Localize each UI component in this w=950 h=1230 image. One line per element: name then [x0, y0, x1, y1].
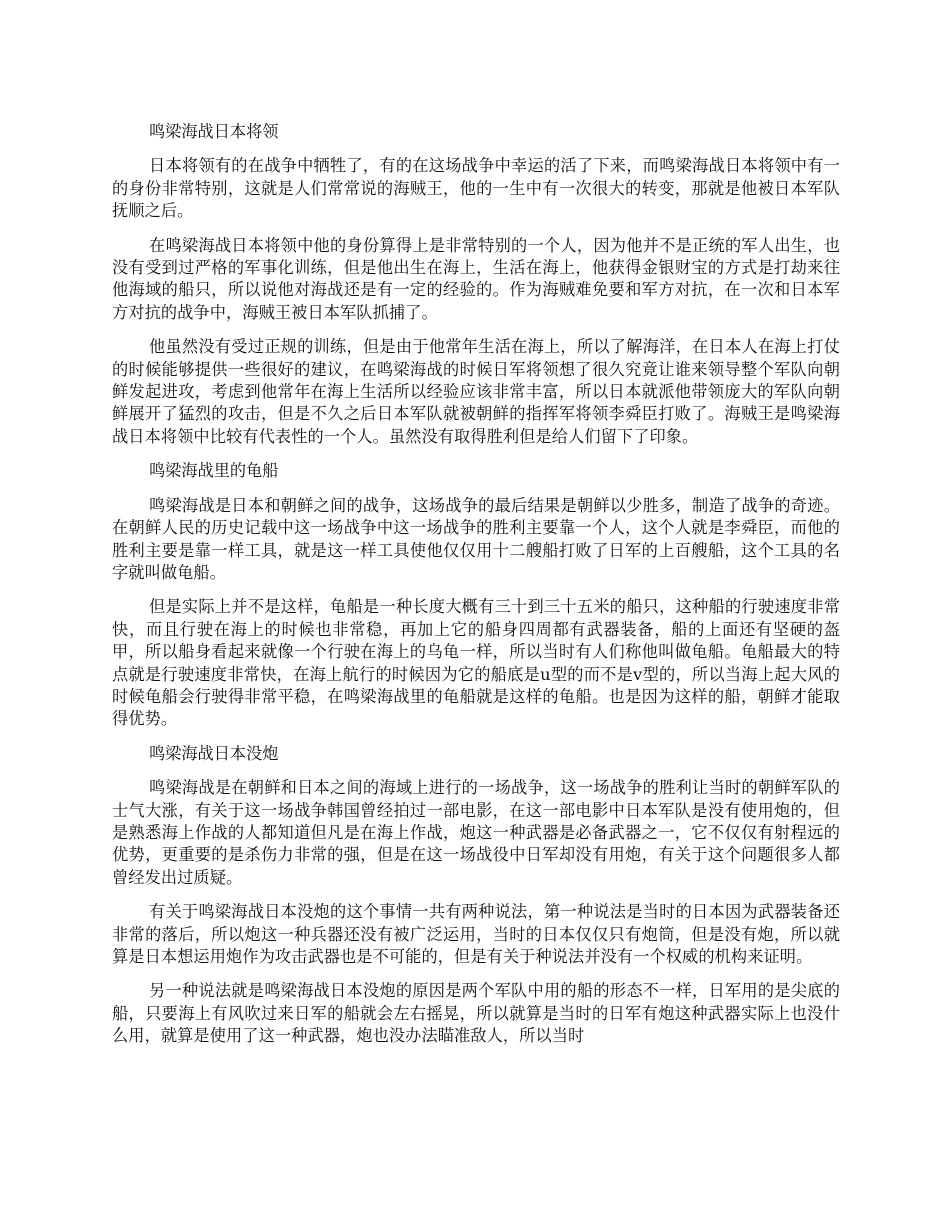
paragraph: 鸣梁海战是日本和朝鲜之间的战争，这场战争的最后结果是朝鲜以少胜多，制造了战争的奇迹。在朝鲜人民的历史记载中这一场战争中这一场战争的胜利主要靠一个人，这个人就是李舜臣，而他的胜利主要是靠一样工具，就是这一样工具使他仅仅用十二艘船打败了日军的上百艘船，这个工具的名字就叫做龟船。	[112, 495, 840, 582]
document-body	[112, 121, 840, 1060]
paragraph: 他虽然没有受过正规的训练，但是由于他常年生活在海上，所以了解海洋，在日本人在海上打仗的时候能够提供一些很好的建议，在鸣梁海战的时候日军将领想了很久究竟让谁来领导整个军队向朝鲜发起进攻，考虑到他常年在海上生活所以经验应该非常丰富，所以日本就派他带领庞大的军队向朝鲜展开了猛烈的攻击，但是不久之后日本军队就被朝鲜的指挥军将领李舜臣打败了。海贼王是鸣梁海战日本将领中比较有代表性的一个人。虽然没有取得胜利但是给人们留下了印象。	[112, 337, 840, 446]
section-no-cannon	[112, 743, 840, 1048]
paragraph: 另一种说法就是鸣梁海战日本没炮的原因是两个军队中用的船的形态不一样，日军用的是尖底的船，只要海上有风吹过来日军的船就会左右摇晃，所以就算是当时的日军有炮这种武器实际上也没什么用，就算是使用了这一种武器，炮也没办法瞄准敌人，所以当时	[112, 981, 840, 1046]
section-commanders	[112, 121, 840, 448]
paragraph: 但是实际上并不是这样，龟船是一种长度大概有三十到三十五米的船只，这种船的行驶速度非常快，而且行驶在海上的时候也非常稳，再加上它的船身四周都有武器装备，船的上面还有坚硬的盔甲，所以船身看起来就像一个行驶在海上的乌龟一样，所以当时有人们称他叫做龟船。龟船最大的特点就是行驶速度非常快，在海上航行的时候因为它的船底是u型的而不是v型的，所以当海上起大风的时候龟船会行驶得非常平稳，在鸣梁海战里的龟船就是这样的龟船。也是因为这样的船，朝鲜才能取得优势。	[112, 597, 840, 729]
paragraph: 有关于鸣梁海战日本没炮的这个事情一共有两种说法，第一种说法是当时的日本因为武器装备还非常的落后，所以炮这一种兵器还没有被广泛运用，当时的日本仅仅只有炮筒，但是没有炮，所以就算是日本想运用炮作为攻击武器也是不可能的，但是有关于种说法并没有一个权威的机构来证明。	[112, 902, 840, 966]
paragraph: 在鸣梁海战日本将领中他的身份算得上是非常特别的一个人，因为他并不是正统的军人出生，也没有受到过严格的军事化训练，但是他出生在海上，生活在海上，他获得金银财宝的方式是打劫来往他海域的船只，所以说他对海战还是有一定的经验的。作为海贼难免要和军方对抗，在一次和日本军方对抗的战争中，海贼王被日本军队抓捕了。	[112, 235, 840, 322]
paragraph: 日本将领有的在战争中牺牲了，有的在这场战争中幸运的活了下来，而鸣梁海战日本将领中有一的身份非常特别，这就是人们常常说的海贼王，他的一生中有一次很大的转变，那就是他被日本军队抚顺之后。	[112, 156, 840, 221]
section-heading: 鸣梁海战里的龟船	[149, 461, 279, 481]
section-heading: 鸣梁海战日本没炮	[149, 743, 279, 763]
section-heading: 鸣梁海战日本将领	[149, 122, 279, 141]
section-turtle-ship	[112, 460, 840, 730]
paragraph: 鸣梁海战是在朝鲜和日本之间的海域上进行的一场战争，这一场战争的胜利让当时的朝鲜军队的士气大涨，有关于这一场战争韩国曾经拍过一部电影，在这一部电影中日本军队是没有使用炮的，但是熟悉海上作战的人都知道但凡是在海上作战，炮这一种武器是必备武器之一，它不仅仅有射程远的优势，更重要的是杀伤力非常的强，但是在这一场战役中日军却没有用炮，有关于这个问题很多人都曾经发出过质疑。	[112, 778, 840, 887]
